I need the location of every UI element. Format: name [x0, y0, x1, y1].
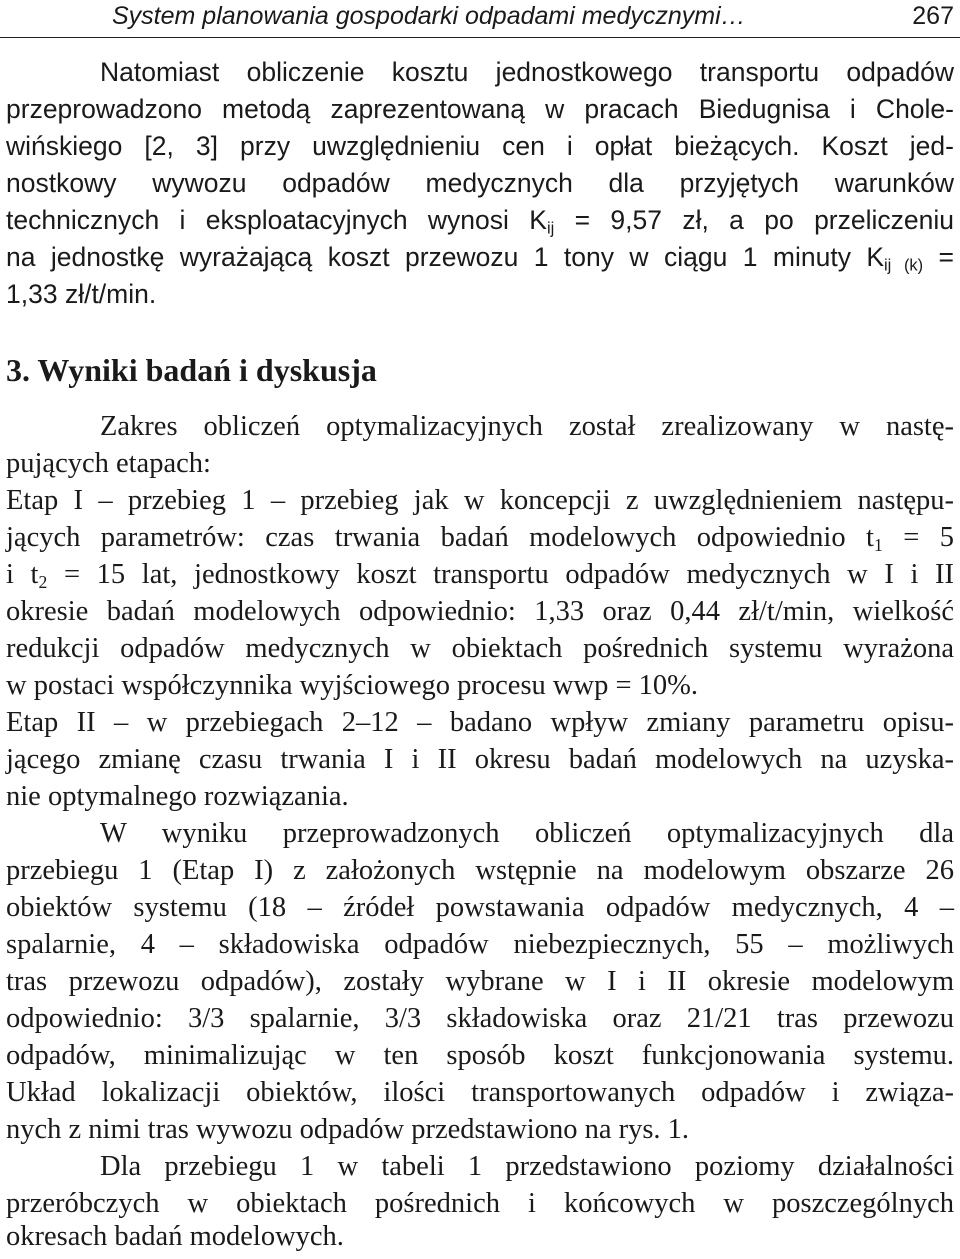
text-line: wińskiego [2, 3] przy uwzględnieniu cen i opłat bieżących. Koszt jed- — [6, 131, 954, 161]
text-line: technicznych i eksploatacyjnych wynosi $K_{ij} = 9,57$ zł, a po przeliczeniu — [6, 205, 954, 238]
running-title: System planowania gospodarki odpadami medycznymi… — [112, 2, 746, 30]
text-line: Natomiast obliczenie kosztu jednostkowego transportu odpadów — [100, 57, 954, 87]
text-line: tras przewozu odpadów), zostały wybrane w I i II okresie modelowym — [6, 966, 954, 997]
text-line: na jednostkę wyrażającą koszt przewozu 1 tony w ciągu 1 minuty $K_{ij (k)}$ = — [6, 242, 954, 275]
text-line: okresie badań modelowych odpowiednio: 1,33 oraz 0,44 zł/t/min, wielkość — [6, 596, 954, 627]
running-header — [0, 0, 960, 38]
text-line: w postaci współczynnika wyjściowego procesu wwp = 10%. — [6, 670, 699, 701]
text-line: Etap II – w przebiegach 2–12 – badano wpływ zmiany parametru opisu- — [6, 707, 954, 738]
text-line: Dla przebiegu 1 w tabeli 1 przedstawiono poziomy działalności — [100, 1151, 954, 1182]
text-line: jących parametrów: czas trwania badań modelowych odpowiednio $t_1 = 5$ — [6, 522, 954, 555]
text-line: nych z nimi tras wywozu odpadów przedstawiono na rys. 1. — [6, 1114, 690, 1145]
text-line: Zakres obliczeń optymalizacyjnych został zrealizowany w nastę- — [100, 411, 954, 442]
text-line: przeróbczych w obiektach pośrednich i końcowych w poszczególnych — [6, 1188, 954, 1219]
text-line: przebiegu 1 (Etap I) z założonych wstępnie na modelowym obszarze 26 — [6, 855, 954, 886]
text-line: i $t_2 = 15$ lat, jednostkowy koszt transportu odpadów medycznych w I i II — [6, 559, 955, 592]
text-line: nie optymalnego rozwiązania. — [6, 781, 349, 812]
text-line: jącego zmianę czasu trwania I i II okresu badań modelowych na uzyska- — [6, 744, 954, 775]
text-line: redukcji odpadów medycznych w obiektach pośrednich systemu wyrażona — [6, 633, 954, 664]
text-line: Etap I – przebieg 1 – przebieg jak w koncepcji z uwzględnieniem następu- — [6, 485, 954, 516]
text-line: pujących etapach: — [6, 448, 211, 479]
text-line: 1,33 zł/t/min. — [6, 279, 157, 309]
text-line: odpowiednio: 3/3 spalarnie, 3/3 składowiska oraz 21/21 tras przewozu — [6, 1003, 954, 1034]
section-heading: 3. Wyniki badań i dyskusja — [6, 352, 377, 388]
text-line: okresach badań modelowych. — [6, 1221, 344, 1252]
text-line: odpadów, minimalizując w ten sposób koszt funkcjonowania systemu. — [6, 1040, 954, 1071]
text-line: spalarnie, 4 – składowiska odpadów niebezpiecznych, 55 – możliwych — [6, 929, 954, 960]
text-line: przeprowadzono metodą zaprezentowaną w pracach Biedugnisa i Chole- — [6, 94, 954, 124]
text-line: Układ lokalizacji obiektów, ilości transportowanych odpadów i związa- — [6, 1077, 954, 1108]
text-line: W wyniku przeprowadzonych obliczeń optymalizacyjnych dla — [100, 818, 954, 849]
text-line: nostkowy wywozu odpadów medycznych dla przyjętych warunków — [6, 168, 954, 198]
text-line: obiektów systemu (18 – źródeł powstawania odpadów medycznych, 4 – — [6, 892, 954, 923]
page-number: 267 — [912, 2, 954, 30]
